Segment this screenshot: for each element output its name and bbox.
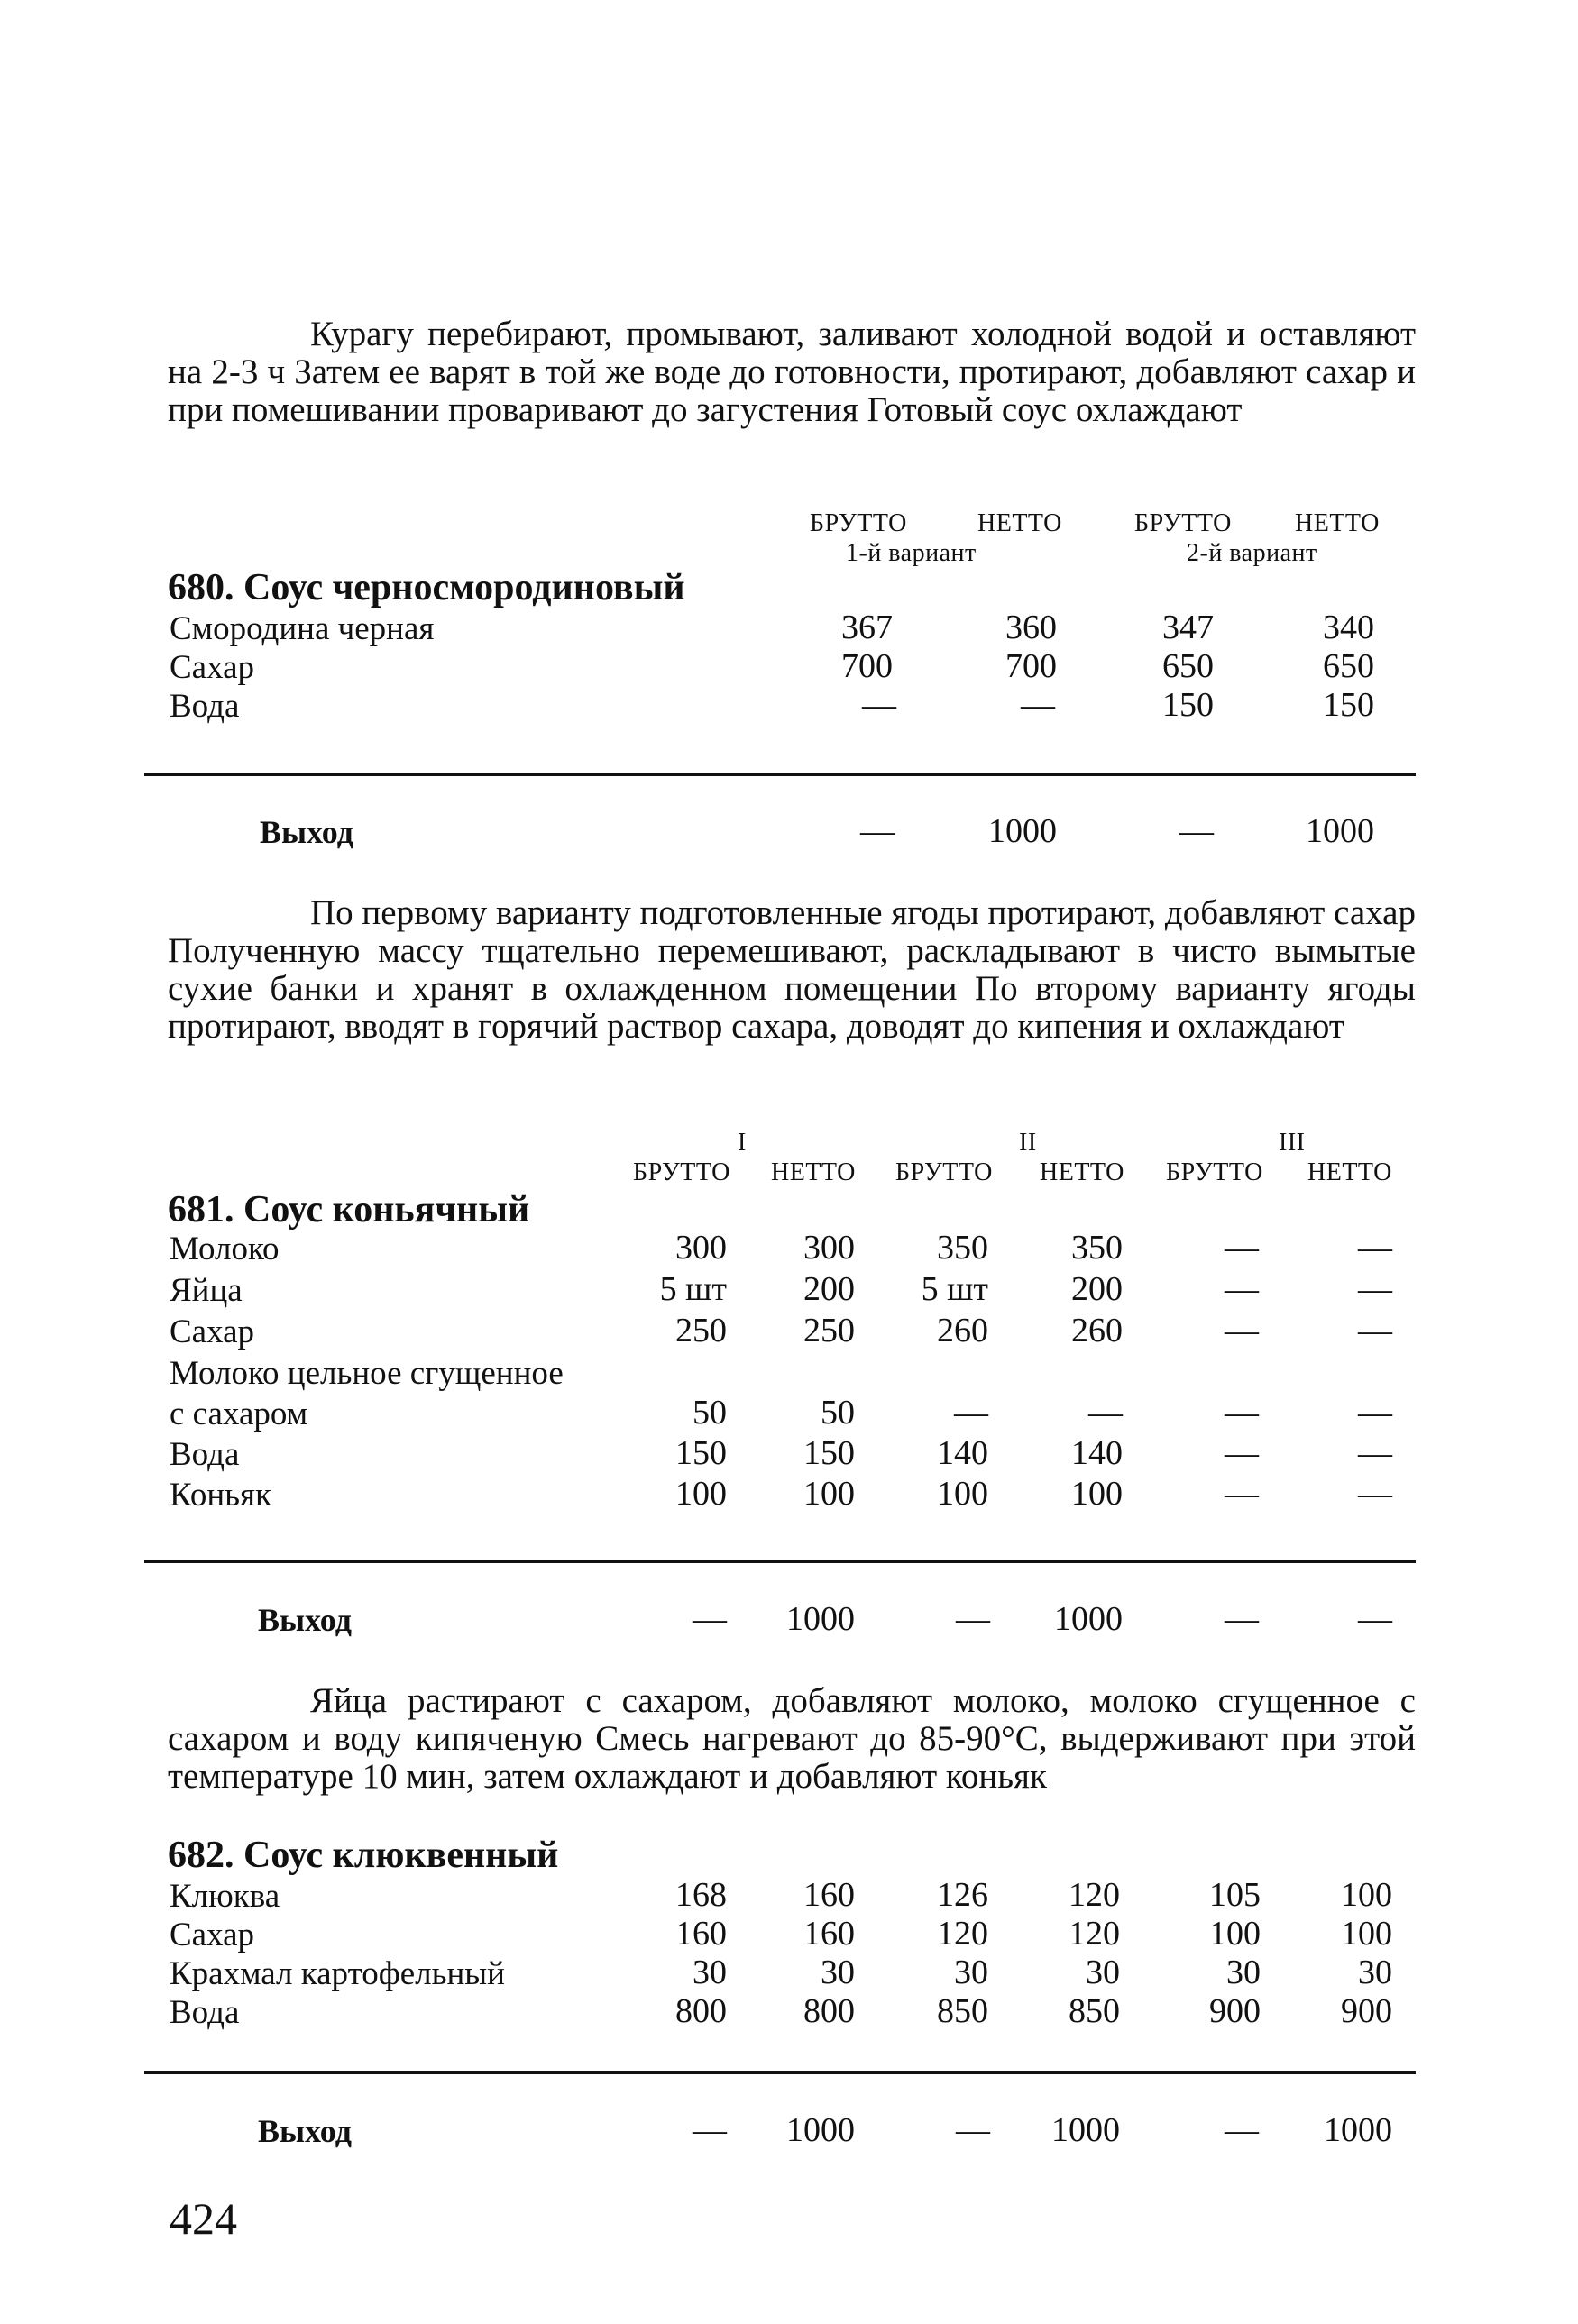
variant-label: III <box>1279 1129 1306 1157</box>
cell: 30 <box>1358 1953 1392 1991</box>
recipe-title: 681. Соус коньячный <box>168 1189 530 1231</box>
variant-label: I <box>738 1129 747 1157</box>
cell: 30 <box>821 1953 855 1991</box>
cell: — <box>862 686 896 724</box>
col-header: НЕТТО <box>1040 1158 1124 1186</box>
yield-cell: — <box>956 1600 990 1638</box>
cell: 50 <box>821 1394 855 1432</box>
cell: 150 <box>1162 686 1214 724</box>
ingredient-name: Сахар <box>170 1917 255 1953</box>
cell: 30 <box>1226 1953 1261 1991</box>
col-header: БРУТТО <box>895 1158 993 1186</box>
yield-cell: — <box>1358 1600 1392 1638</box>
intro-paragraph: Курагу перебирают, промывают, заливают холодной водой и оставляют на 2-3 ч Затем ее варят в той же воде до готовности, протирают, добавляют сахар и при помешивании проваривают до загустения Готовый соус охлаждают <box>168 315 1416 429</box>
cell: 105 <box>1209 1876 1261 1914</box>
ingredient-name: Коньяк <box>170 1477 272 1514</box>
ingredient-name: Сахар <box>170 1313 255 1350</box>
cell: — <box>1358 1475 1392 1513</box>
cell: — <box>1358 1270 1392 1308</box>
method-paragraph: Яйца растирают с сахаром, добавляют молоко, молоко сгущенное с сахаром и воду кипяченую Смесь нагревают до 85-90°С, выдерживают при этой температуре 10 мин, затем охлаждают и добавляют коньяк <box>168 1681 1416 1796</box>
method-paragraph: По первому варианту подготовленные ягоды протирают, добавляют сахар Полученную массу тщательно перемешивают, раскладывают в чисто вымытые сухие банки и хранят в охлажденном помещении По второму варианту ягоды протирают, вводят в горячий раствор сахара, доводят до кипения и охлаждают <box>168 893 1416 1046</box>
cell: — <box>1088 1394 1123 1432</box>
cell: 350 <box>1071 1229 1123 1267</box>
yield-cell: 1000 <box>1306 812 1374 850</box>
recipe-title: 682. Соус клюквенный <box>168 1834 559 1876</box>
cell: 650 <box>1323 647 1374 685</box>
variant-label: II <box>1019 1129 1037 1157</box>
ingredient-name: Клюква <box>170 1878 280 1915</box>
cell: 30 <box>693 1953 727 1991</box>
cell: 160 <box>803 1876 855 1914</box>
cell: 200 <box>803 1270 855 1308</box>
col-header: БРУТТО <box>1134 509 1232 537</box>
cell: 367 <box>841 608 893 646</box>
col-header: НЕТТО <box>1295 509 1380 537</box>
cell: 50 <box>693 1394 727 1432</box>
col-header: НЕТТО <box>771 1158 856 1186</box>
ingredient-name: с сахаром <box>170 1395 308 1432</box>
cell: 900 <box>1209 1992 1261 2030</box>
yield-label: Выход <box>258 2113 352 2149</box>
cell: — <box>1358 1312 1392 1350</box>
col-header: НЕТТО <box>1307 1158 1392 1186</box>
cell: 800 <box>803 1992 855 2030</box>
cell: 250 <box>803 1312 855 1350</box>
cell: 250 <box>675 1312 727 1350</box>
col-header: БРУТТО <box>633 1158 730 1186</box>
ingredient-name: Яйца <box>170 1272 243 1309</box>
yield-cell: 1000 <box>1054 1600 1123 1638</box>
ingredient-name: Вода <box>170 1994 240 2031</box>
cell: 120 <box>937 1915 988 1953</box>
cell: — <box>1358 1394 1392 1432</box>
divider-rule <box>144 1560 1416 1563</box>
cell: — <box>1225 1475 1259 1513</box>
cell: 100 <box>803 1475 855 1513</box>
recipe-title: 680. Соус черносмородиновый <box>168 567 685 608</box>
variant-label: 1-й вариант <box>846 539 977 567</box>
cell: 347 <box>1162 608 1214 646</box>
cell: 300 <box>803 1229 855 1267</box>
yield-cell: — <box>693 2111 727 2149</box>
yield-cell: 1000 <box>988 812 1057 850</box>
cell: 150 <box>803 1434 855 1472</box>
cell: 260 <box>1071 1312 1123 1350</box>
cell: 5 шт <box>659 1270 727 1308</box>
yield-cell: — <box>860 812 895 850</box>
cell: 360 <box>1005 608 1057 646</box>
cell: — <box>1358 1229 1392 1267</box>
col-header: БРУТТО <box>1166 1158 1263 1186</box>
divider-rule <box>144 773 1416 776</box>
cell: — <box>1225 1229 1259 1267</box>
cell: 300 <box>675 1229 727 1267</box>
ingredient-name: Молоко <box>170 1231 280 1267</box>
ingredient-name: Крахмал картофельный <box>170 1955 505 1992</box>
cell: — <box>1225 1312 1259 1350</box>
cell: 650 <box>1162 647 1214 685</box>
cell: 100 <box>937 1475 988 1513</box>
cell: 160 <box>803 1915 855 1953</box>
cell: 120 <box>1069 1876 1120 1914</box>
yield-cell: 1000 <box>786 1600 855 1638</box>
cell: 160 <box>675 1915 727 1953</box>
yield-cell: — <box>1225 2111 1259 2149</box>
cell: — <box>1021 686 1055 724</box>
ingredient-name: Молоко цельное сгущенное <box>170 1355 564 1392</box>
cell: — <box>1358 1434 1392 1472</box>
yield-cell: — <box>1179 812 1214 850</box>
cell: 168 <box>675 1876 727 1914</box>
ingredient-name: Вода <box>170 688 240 725</box>
cell: 30 <box>1086 1953 1120 1991</box>
cell: 100 <box>1341 1915 1392 1953</box>
yield-cell: — <box>693 1600 727 1638</box>
cell: 200 <box>1071 1270 1123 1308</box>
cell: — <box>1225 1434 1259 1472</box>
cell: 350 <box>937 1229 988 1267</box>
ingredient-name: Смородина черная <box>170 610 435 647</box>
yield-label: Выход <box>260 814 353 850</box>
cell: 260 <box>937 1312 988 1350</box>
cell: 150 <box>1323 686 1374 724</box>
cell: 700 <box>841 647 893 685</box>
cell: — <box>1225 1270 1259 1308</box>
yield-cell: 1000 <box>1324 2111 1392 2149</box>
cell: 700 <box>1005 647 1057 685</box>
cell: 800 <box>675 1992 727 2030</box>
cell: 100 <box>1341 1876 1392 1914</box>
cell: 30 <box>954 1953 988 1991</box>
cell: 100 <box>675 1475 727 1513</box>
cell: 100 <box>1071 1475 1123 1513</box>
cell: 850 <box>937 1992 988 2030</box>
cell: 850 <box>1069 1992 1120 2030</box>
col-header: НЕТТО <box>977 509 1062 537</box>
divider-rule <box>144 2071 1416 2074</box>
yield-cell: 1000 <box>1051 2111 1120 2149</box>
cell: 900 <box>1341 1992 1392 2030</box>
cell: 140 <box>937 1434 988 1472</box>
page-number: 424 <box>170 2193 237 2244</box>
cell: 340 <box>1323 608 1374 646</box>
yield-cell: — <box>956 2111 990 2149</box>
cell: 5 шт <box>921 1270 988 1308</box>
cell: 140 <box>1071 1434 1123 1472</box>
cell: 126 <box>937 1876 988 1914</box>
cell: 100 <box>1209 1915 1261 1953</box>
cell: — <box>1225 1394 1259 1432</box>
cell: — <box>954 1394 988 1432</box>
yield-cell: — <box>1225 1600 1259 1638</box>
variant-label: 2-й вариант <box>1187 539 1317 567</box>
yield-cell: 1000 <box>786 2111 855 2149</box>
yield-label: Выход <box>258 1602 352 1638</box>
cell: 120 <box>1069 1915 1120 1953</box>
ingredient-name: Вода <box>170 1436 240 1473</box>
cell: 150 <box>675 1434 727 1472</box>
ingredient-name: Сахар <box>170 649 255 686</box>
col-header: БРУТТО <box>810 509 907 537</box>
